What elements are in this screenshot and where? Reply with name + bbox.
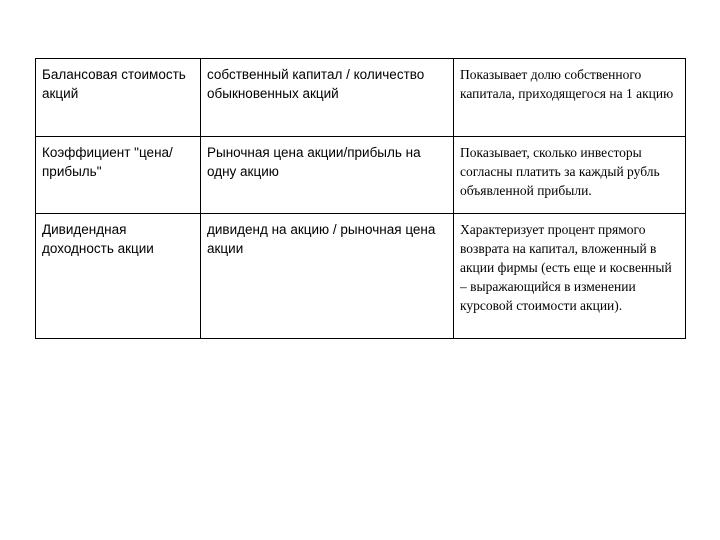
formula-cell: дивиденд на акцию / рыночная цена акции [201, 214, 454, 339]
description-cell: Показывает, сколько инвесторы согласны платить за каждый рубль объявленной прибыли. [454, 137, 686, 214]
term-cell: Коэффициент "цена/прибыль" [36, 137, 201, 214]
description-cell: Характеризует процент прямого возврата на капитал, вложенный в акции фирмы (есть еще и косвенный – выражающийся в изменении курсовой стоимости акции). [454, 214, 686, 339]
formula-cell: Рыночная цена акции/прибыль на одну акцию [201, 137, 454, 214]
description-cell: Показывает долю собственного капитала, приходящегося на 1 акцию [454, 59, 686, 137]
table-row [36, 214, 686, 339]
table-row [36, 137, 686, 214]
ratios-table [35, 58, 686, 339]
table-row [36, 59, 686, 137]
term-cell: Балансовая стоимость акций [36, 59, 201, 137]
formula-cell: собственный капитал / количество обыкновенных акций [201, 59, 454, 137]
term-cell: Дивидендная доходность акции [36, 214, 201, 339]
